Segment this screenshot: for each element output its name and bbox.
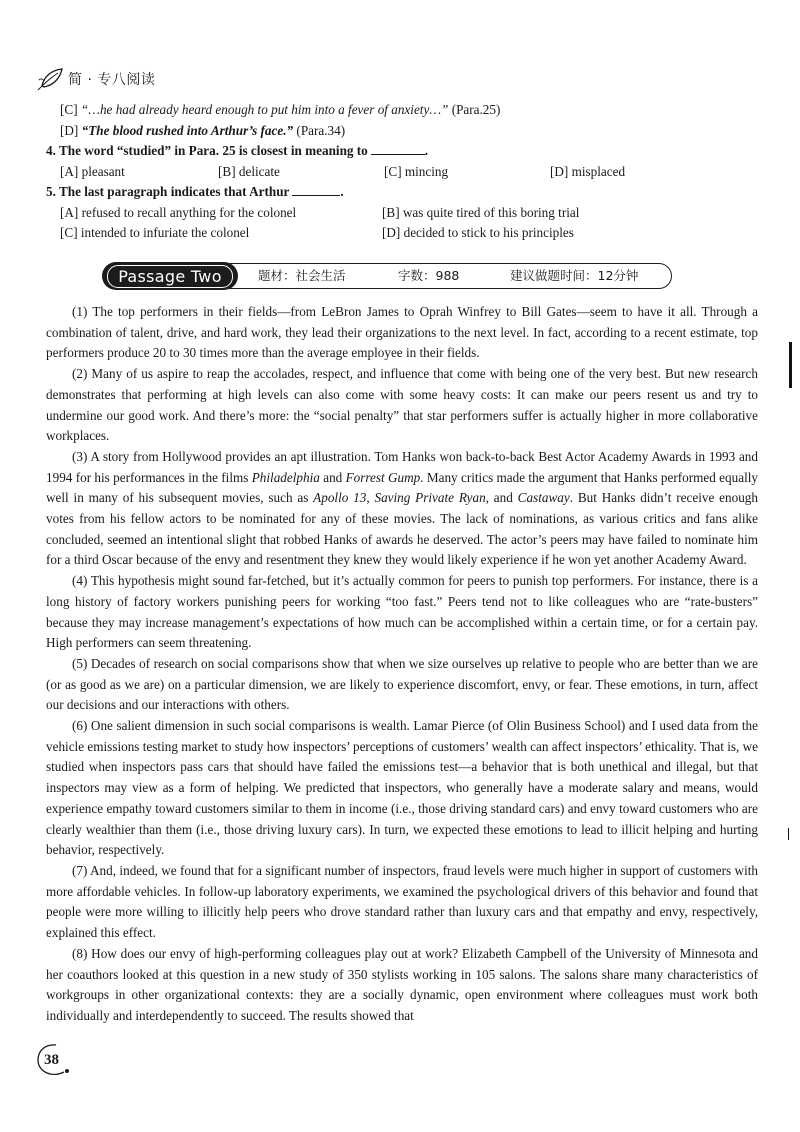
- option-a: [A] pleasant: [60, 163, 125, 179]
- passage-body: [46, 302, 758, 1027]
- option-b: [B] delicate: [218, 163, 280, 179]
- question-5-stem: [46, 182, 756, 203]
- film-title: Apollo 13: [313, 490, 367, 506]
- question-5-options-row1: [46, 203, 756, 224]
- option-text: “The blood rushed into Arthur’s face.”: [81, 122, 294, 138]
- paragraph-8: (8) How does our envy of high-performing colleagues play out at work? Elizabeth Campbell of the University of Minnesota and her coauthors looked at this question in a new study of 350 stylists working in 105 salons. The salons share many characteristics of workgroups in other organizational contexts: they are a socially dynamic, open environment where colleagues must work both individually and interdependently to succeed. The results showed that: [46, 945, 758, 1023]
- film-title: Forrest Gump: [345, 469, 421, 485]
- option-d: [D] decided to stick to his principles: [382, 225, 574, 240]
- paragraph-3-text: . Many critics made the argument that Hanks performed equally well in many of his subsequent movies, such as: [46, 469, 758, 506]
- option-c: [C] intended to infuriate the colonel: [60, 225, 250, 240]
- prev-option-d: [46, 121, 756, 142]
- passage-label-pill: [102, 262, 238, 290]
- film-title: Saving Private Ryan: [374, 490, 486, 506]
- header-title: 简 · 专八阅读: [68, 72, 156, 88]
- paragraph-5: (5) Decades of research on social comparisons show that when we size ourselves up relative to people who are better than we are (or as good as we are) on a particular dimension, we are likely to experience discomfort, envy, or fear. These emotions, in turn, affect our decisions and our interactions with others.: [46, 655, 758, 713]
- option-a: [A] refused to recall anything for the colonel: [60, 204, 297, 220]
- question-block: [46, 100, 756, 244]
- stem-end: .: [340, 184, 344, 199]
- paragraph-7: (7) And, indeed, we found that for a significant number of inspectors, fraud levels were much higher in support of customers with more affordable vehicles. In follow-up laboratory experiments, we examined the psychological drivers of this behavior and found that people were more willing to illicitly help peers who drove standard rather than luxury cars and that empathy and envy, respectively, explained this effect.: [46, 862, 758, 941]
- running-header: [36, 66, 155, 92]
- passage-topic: 题材：社会生活: [258, 268, 346, 283]
- option-key: [D]: [60, 122, 79, 138]
- question-4-options: [46, 162, 756, 183]
- paragraph-3: [46, 447, 758, 571]
- paragraph-3-text: , and: [485, 490, 518, 506]
- paragraph-1: (1) The top performers in their fields—from LeBron James to Oprah Winfrey to Bill Gates—seem to have it all. Through a combination of talent, drive, and hard work, they lead their organizations to the next level. In fact, according to a recent estimate, top performers produce 20 to 30 times more than the average employee in their fields.: [46, 304, 758, 361]
- question-5-options-row2: [46, 223, 756, 244]
- paragraph-6: (6) One salient dimension in such social comparisons is wealth. Lamar Pierce (of Olin Business School) and I used data from the vehicle emissions testing market to study how inspectors’ perceptions of customers’ wealth can affect inspectors’ ethicality. That is, we studied when inspectors pass cars that should have failed the emissions test—a behavior that is both unethical and illegal, but that inspectors may view as a form of helping. We predicted that inspectors, who generally have a moderate salary and means, would experience empathy toward customers similar to them in income (i.e., those driving standard cars) and envy toward customers who are clearly wealthier than them (i.e., those driving luxury cars). In turn, we expected these emotions to lead to illicit helping and hurting behavior, respectively.: [46, 718, 758, 858]
- paragraph-3-text: . But Hanks didn’t receive enough votes from his fellow actors to be nominated for any of these movies. The lack of nominations, as various critics and fans alike concluded, seemed an intentional slight that robbed Hanks of awards he deserved. The actor’s peers may have failed to nominate him for a third Oscar because of the envy and resentment they knew they would likely experience if he won yet another Academy Award.: [46, 490, 758, 568]
- paragraph-3-text: ,: [366, 490, 375, 506]
- option-ref: (Para.25): [451, 102, 501, 117]
- option-text: “…he had already heard enough to put him into a fever of anxiety…”: [80, 102, 449, 117]
- film-title: Philadelphia: [251, 469, 320, 485]
- passage-banner: [102, 262, 672, 290]
- option-ref: (Para.34): [296, 122, 346, 138]
- question-4-text: 4. The word “studied” in Para. 25 is closest in meaning to: [46, 143, 368, 158]
- paragraph-3-text: and: [319, 469, 346, 485]
- stem-end: .: [424, 143, 429, 158]
- question-4-stem: [46, 141, 756, 162]
- paragraph-3-text: (3) A story from Hollywood provides an apt illustration. Tom Hanks won back-to-back Best Actor Academy Awards in 1993 and 1994 for his performances in the films: [46, 448, 758, 485]
- passage-label: Passage Two: [107, 265, 233, 288]
- answer-blank: [292, 183, 340, 196]
- option-b: [B] was quite tired of this boring trial: [382, 204, 580, 220]
- page-number: 38: [44, 1052, 59, 1068]
- paragraph-2: (2) Many of us aspire to reap the accolades, respect, and influence that come with being one of the very best. But new research demonstrates that performing at high levels can also come with some heavy costs: It can make our peers resent us and try to undermine our good work. And there’s more: the “social penalty” that star performers suffer is actually higher in more collaborative workplaces.: [46, 366, 758, 444]
- margin-mark: [788, 828, 789, 840]
- answer-blank: [371, 142, 425, 155]
- prev-option-c: [46, 100, 756, 121]
- leaf-logo-icon: [36, 66, 66, 92]
- question-5-text: 5. The last paragraph indicates that Arthur: [46, 184, 290, 199]
- paragraph-4: (4) This hypothesis might sound far-fetched, but it’s actually common for peers to punish top performers. For instance, there is a long history of factory workers punishing peers for working “too fast.” Peers tend not to like colleagues who are “rate-busters” because they may increase management’s expectations of how much can be accomplished within a certain time, or for a certain pay. High performers can seem threatening.: [46, 573, 758, 651]
- passage-word-count: 字数：988: [398, 268, 460, 283]
- option-key: [C]: [60, 102, 78, 117]
- film-title: Castaway: [517, 490, 570, 506]
- option-d: [D] misplaced: [550, 163, 626, 179]
- margin-mark: [789, 342, 792, 388]
- option-c: [C] mincing: [384, 163, 449, 179]
- suggested-time: 建议做题时间：12分钟: [510, 268, 639, 283]
